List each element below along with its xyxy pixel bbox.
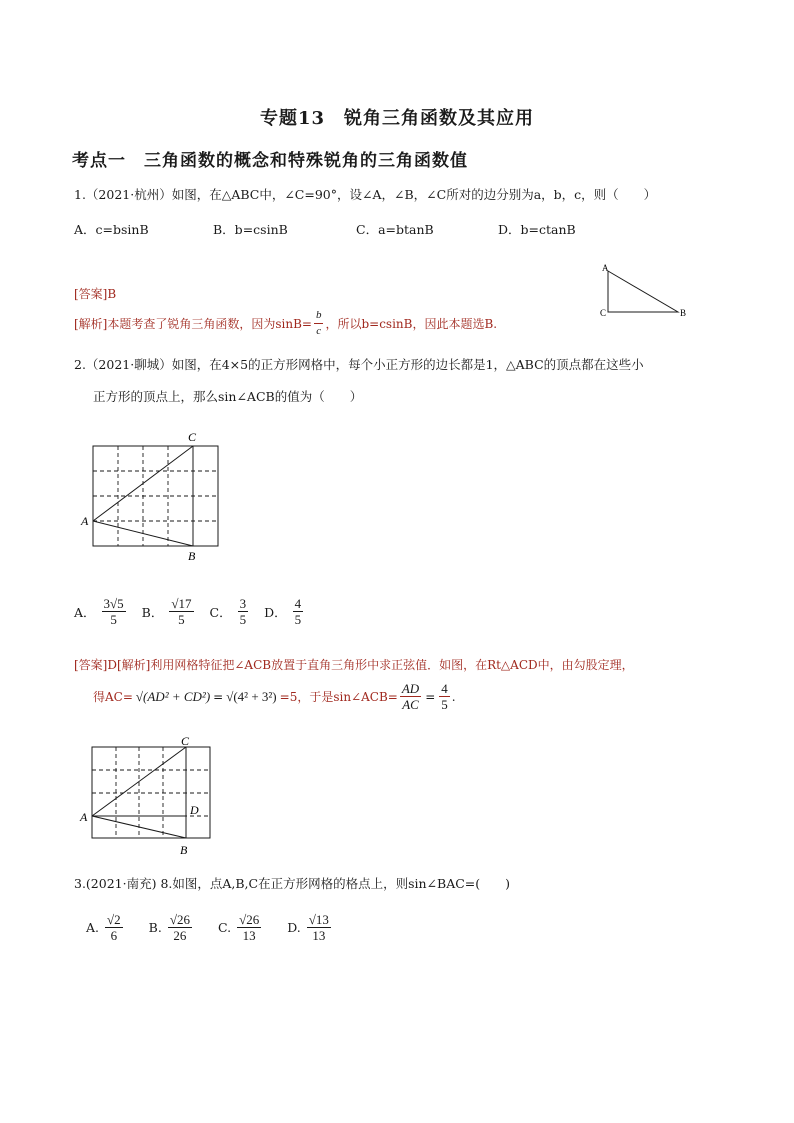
q1-frac-den: c [316,325,322,337]
q3-option-b-den: 26 [173,928,187,943]
q1-analysis-pre: [解析]本题考查了锐角三角函数，因为sinB= [74,317,312,331]
q2-answer-frac1-den: AC [402,697,419,712]
q2-ans-label-c: C [181,734,190,748]
q3-option-a-label: A. [86,920,100,935]
q1-answer: [答案]B [74,287,117,301]
q2-ans-label-a: A [80,810,88,824]
q2-grid-figure [78,428,228,568]
q3-stem: 3.(2021·南充) 8.如图，点A,B,C在正方形网格的格点上，则sin∠BAC=( ) [74,876,511,891]
q2-answer-frac1 [400,681,421,712]
q2-answer-line1: [答案]D[解析]利用网格特征把∠ACB放置于直角三角形中求正弦值．如图，在Rt△ACD中，由勾股定理， [74,658,634,672]
q2-answer-frac2 [439,681,450,712]
q2-option-a-num: 3√5 [103,596,124,611]
q1-triangle-figure [596,262,696,322]
q2-option-c-num: 3 [239,596,247,611]
q3-option-d-label: D. [287,920,301,935]
q3-option-c-num: √26 [239,912,260,927]
q2-label-c: C [188,430,197,444]
q2-answer-grid-figure [76,732,226,862]
q2-option-a-den: 5 [110,612,117,627]
q2-answer-eq: = [213,689,224,704]
q2-answer-pre: 得AC= [93,690,133,704]
page-title: 专题13 锐角三角函数及其应用 [259,108,535,129]
q3-option-d-den: 13 [312,928,326,943]
q1-option-d: D．b=ctanB [498,222,576,237]
q2-option-d-den: 5 [294,612,302,627]
q2-answer-frac2-den: 5 [441,697,448,712]
q2-answer-line2: 得AC= √(AD² + CD²) = √(4² + 3²) =5，于是sin∠ACB= $\frac{AD}{AC}$ = $\frac{4}{5}$ . [93,681,456,712]
q2-option-c [210,596,251,627]
q1-label-b: B [680,308,687,318]
q2-label-b: B [188,549,196,563]
q2-label-a: A [81,514,89,528]
q2-option-d [264,596,305,627]
q3-option-a [86,912,125,943]
q2-answer-mid: =5，于是sin∠ACB= [279,690,398,704]
q2-option-c-label: C． [209,604,232,620]
q1-label-c: C [600,308,607,318]
q3-option-a-num: √2 [107,912,121,927]
q2-options [74,596,305,627]
q2-ans-label-b: B [180,843,188,857]
q3-option-c [218,912,263,943]
q2-option-a [74,596,128,627]
q1-option-c: C．a=btanB [356,222,434,237]
q2-option-b-num: √17 [171,596,192,611]
section-heading: 考点一 三角函数的概念和特殊锐角的三角函数值 [72,151,468,171]
q1-analysis [74,308,497,339]
q1-stem: 1.（2021·杭州）如图，在△ABC中，∠C=90°，设∠A，∠B，∠C所对的边分别为a，b，c，则（ ） [74,187,657,202]
q2-answer-expr1: √(AD² + CD²) [135,688,211,704]
q2-option-d-label: D． [264,604,287,620]
q1-option-a: A．c=bsinB [74,222,149,237]
q2-stem-line2: 正方形的顶点上，那么sin∠ACB的值为（ ） [93,389,363,404]
q2-option-d-num: 4 [294,596,302,611]
q3-option-d-num: √13 [308,912,329,927]
q2-answer-frac2-num: 4 [441,681,448,696]
q2-option-b [142,596,196,627]
q2-option-b-den: 5 [178,612,185,627]
q3-option-b-label: B. [148,920,162,935]
q3-option-b-num: √26 [169,912,190,927]
q2-option-a-label: A． [74,604,96,620]
q3-option-c-den: 13 [242,928,256,943]
q2-option-b-label: B． [141,604,164,620]
q2-option-c-den: 5 [239,612,247,627]
q2-stem-line1: 2.（2021·聊城）如图，在4×5的正方形网格中，每个小正方形的边长都是1，△ABC的顶点都在这些小 [74,357,644,372]
q2-ans-label-d: D [190,803,199,817]
q3-option-c-label: C. [217,920,232,935]
q3-option-a-den: 6 [110,928,118,943]
q1-frac-num: b [314,308,324,324]
q3-options [86,912,333,943]
q1-analysis-fraction [314,308,324,339]
q2-answer-frac1-num: AD [401,681,420,696]
q3-option-b [149,912,194,943]
q1-label-a: A [602,263,609,273]
q3-option-d [287,912,333,943]
q1-option-b: B．b=csinB [213,222,288,237]
q2-answer-end: . [451,689,456,704]
q1-analysis-post: ，所以b=csinB，因此本题选B. [325,317,498,331]
q2-answer-expr2: √(4² + 3²) [226,688,277,704]
